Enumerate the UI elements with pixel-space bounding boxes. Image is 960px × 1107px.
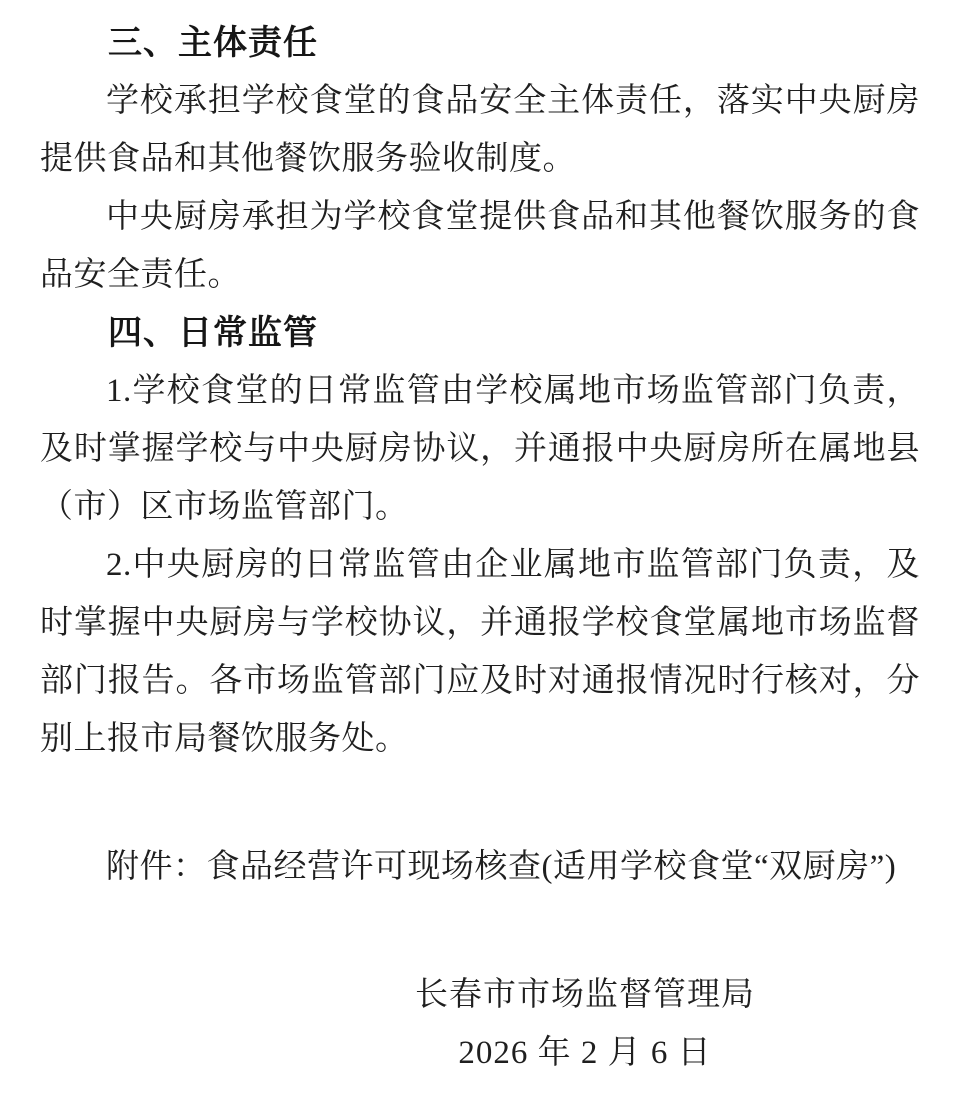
issuer-signature: 长春市市场监督管理局: [415, 977, 755, 1013]
issue-date: 2026 年 2 月 6 日: [458, 1035, 712, 1071]
paragraph-school-responsibility: 学校承担学校食堂的食品安全主体责任，落实中央厨房提供食品和其他餐饮服务验收制度。: [40, 83, 920, 177]
paragraph-central-kitchen-responsibility: 中央厨房承担为学校食堂提供食品和其他餐饮服务的食品安全责任。: [40, 199, 920, 293]
attachment-line: 附件：食品经营许可现场核查(适用学校食堂“双厨房”): [106, 849, 897, 885]
section-heading-daily-supervision: 四、日常监管: [108, 314, 318, 352]
section-heading-responsibility: 三、主体责任: [108, 24, 318, 62]
signature-block: [40, 966, 920, 1082]
paragraph-supervision-item-2: 2.中央厨房的日常监管由企业属地市监管部门负责，及时掌握中央厨房与学校协议，并通报学校食堂属地市场监督部门报告。各市场监管部门应及时对通报情况时行核对，分别上报市局餐饮服务处。: [40, 547, 920, 757]
paragraph-supervision-item-1: 1.学校食堂的日常监管由学校属地市场监管部门负责，及时掌握学校与中央厨房协议，并通报中央厨房所在属地县（市）区市场监管部门。: [40, 373, 920, 525]
